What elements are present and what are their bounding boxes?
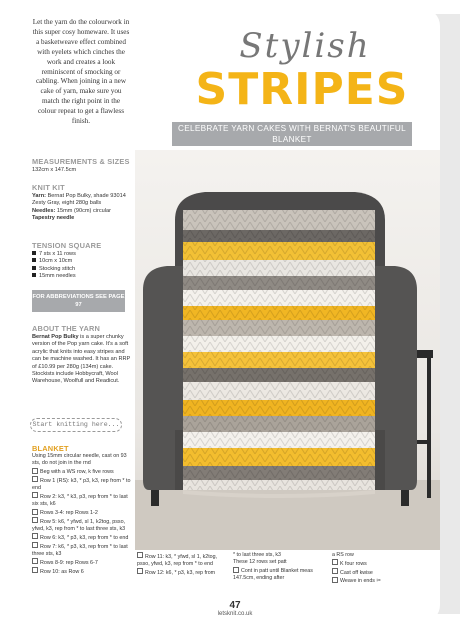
pattern-row: Row 5: k6, * yfwd, sl 1, k2tog, psso, yfwd, k3, rep from * to last three sts, k3 — [32, 518, 126, 533]
checkbox-icon — [233, 567, 239, 573]
checkbox-icon — [32, 517, 38, 523]
site-url: letsknit.co.uk — [217, 611, 253, 617]
pattern-row: Row 11: k3, * yfwd, sl 1, k2tog, psso, yfwd, k3, rep from * to end — [137, 553, 218, 567]
instructions-col-3: * to last three sts, k3 These 12 rows set patt Cont in patt until Blanket meas 147.5cm, ending after — [233, 552, 313, 582]
pattern-row: K four rows — [332, 561, 367, 567]
tension-item: Stocking stitch — [32, 266, 132, 273]
checkbox-icon — [32, 509, 38, 515]
yarn-label: Yarn: — [32, 193, 46, 199]
page-footer — [190, 600, 280, 617]
intro-text: Let the yarn do the colourwork in this super cosy homeware. It uses a basketweave effect combined with eyelets which cinches the work and creates a look reminiscent of smocking or cabling. When joining in a new cake of yarn, make sure you match the right point in the colour repeat to get a flawless finish. — [32, 18, 130, 126]
tapestry-needle: Tapestry needle — [32, 215, 75, 222]
instructions-col-4: a RS row K four rows Cast off kwise Weave in ends ✂ — [332, 552, 381, 585]
pattern-row: Beg with a WS row, k five rows — [32, 469, 114, 475]
title-main: STRIPES — [195, 64, 409, 115]
title-script: Stylish — [239, 26, 371, 66]
checkbox-icon — [332, 577, 338, 583]
pattern-row: Row 1 (RS): k3, * p3, k3, rep from * to end — [32, 477, 131, 492]
square-bullet-icon — [32, 251, 36, 255]
pattern-row: Row 2: k3, * k3, p3, rep from * to last six sts, k6 — [32, 493, 128, 508]
tension-item: 15mm needles — [32, 273, 132, 280]
knit-kit-list — [32, 193, 132, 223]
needles-label: Needles: — [32, 207, 56, 214]
pattern-row: Row 7: k6, * p3, k3, rep from * to last three sts, k3 — [32, 543, 128, 558]
tension-heading: TENSION SQUARE — [32, 241, 102, 250]
checkbox-icon — [32, 476, 38, 482]
tension-item: 7 sts x 11 rows — [32, 251, 132, 258]
pattern-row: Cast off kwise — [332, 570, 373, 576]
checkbox-icon — [32, 533, 38, 539]
square-bullet-icon — [32, 258, 36, 262]
yarn-value: Bernat Pop Bulky, shade 93014 Zesty Gray, eight 280g balls — [32, 193, 126, 207]
pattern-row: Row 6: k3, * p3, k3, rep from * to end — [32, 535, 128, 541]
tension-item: 10cm x 10cm — [32, 258, 132, 265]
measurements-value: 132cm x 147.5cm — [32, 167, 77, 173]
instructions-col-2 — [137, 552, 223, 577]
checkbox-icon — [32, 542, 38, 548]
checkbox-icon — [32, 468, 38, 474]
blanket-heading: BLANKET — [32, 444, 69, 453]
checkbox-icon — [137, 568, 143, 574]
about-yarn-text: Bernat Pop Bulky is a super chunky version of the Pop yarn cake. It's a soft acrylic that knits into easy stripes and can be machine washed. It has an RRP of £10.99 per 280g (134m) cake. Stockists include Hobbycraft, Wool Warehouse, Woolfull and Readicut. — [32, 334, 131, 385]
about-yarn-heading: ABOUT THE YARN — [32, 324, 101, 333]
checkbox-icon — [32, 558, 38, 564]
tension-list — [32, 251, 132, 281]
square-bullet-icon — [32, 266, 36, 270]
pattern-row: Row 10: as Row 6 — [32, 569, 84, 575]
checkbox-icon — [32, 492, 38, 498]
checkbox-icon — [332, 568, 338, 574]
armchair-blanket-photo — [135, 150, 440, 550]
checkbox-icon — [332, 559, 338, 565]
knit-kit-heading: KNIT KIT — [32, 183, 65, 192]
pattern-row: Weave in ends ✂ — [332, 578, 381, 584]
page-number: 47 — [229, 600, 241, 611]
pattern-row: Cont in patt until Blanket meas 147.5cm, ending after — [233, 568, 313, 582]
checkbox-icon — [32, 567, 38, 573]
square-bullet-icon — [32, 273, 36, 277]
subtitle-banner: CELEBRATE YARN CAKES WITH BERNAT'S BEAUTIFUL BLANKET — [172, 122, 412, 146]
measurements-heading: MEASUREMENTS & SIZES — [32, 157, 130, 166]
checkbox-icon — [137, 552, 143, 558]
pattern-row: Rows 3-4: rep Rows 1-2 — [32, 510, 98, 516]
photo-illustration — [135, 150, 440, 550]
blanket-instructions: Using 15mm circular needle, cast on 93 sts, do not join in the rnd Beg with a WS row, k five rows Row 1 (RS): k3, * p3, k3, rep from * to end Row 2: k3, * k3, p3, rep from * to last six sts, k6 Rows 3-4: rep Rows 1-2 Row 5: k6, * yfwd, sl 1, k2tog, psso, yfwd, k3, rep from * to last three sts, k3 Row 6: k3, * p3, k3, rep from * to end Row 7: k6, * p3, k3, rep from * to last three sts, k3 Rows 8-9: rep Rows 6-7 Row 10: as Row 6 — [32, 453, 131, 575]
pattern-row: Rows 8-9: rep Rows 6-7 — [32, 560, 98, 566]
start-knitting-label: Start knitting here... — [30, 418, 122, 432]
needles-value: 15mm (90cm) circular — [56, 207, 111, 214]
abbreviations-box: FOR ABBREVIATIONS SEE PAGE 97 — [32, 290, 125, 312]
pattern-row: Row 12: k6, * p3, k3, rep from — [137, 570, 215, 576]
striped-blanket — [183, 210, 375, 498]
